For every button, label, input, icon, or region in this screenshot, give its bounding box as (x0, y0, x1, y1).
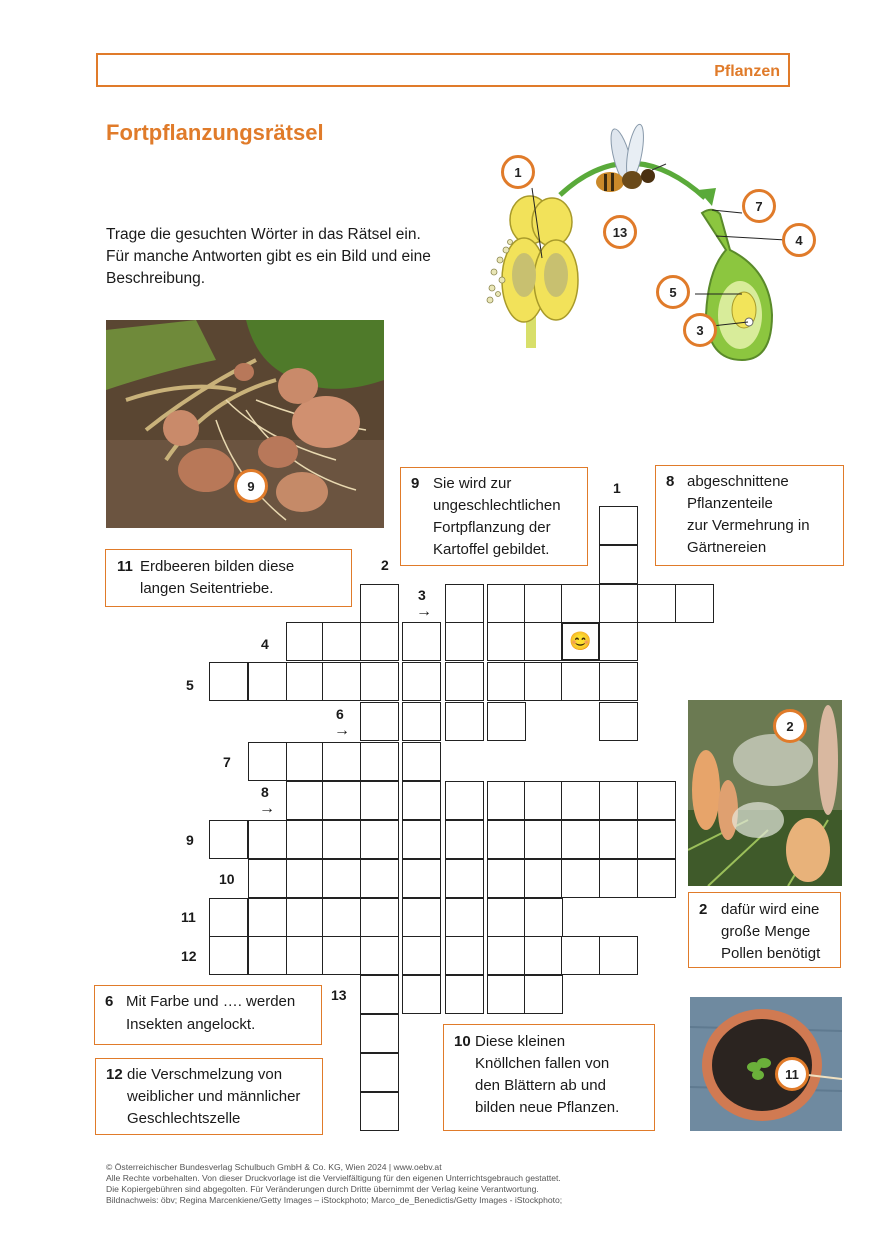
clue-line: ungeschlechtlichen (433, 497, 561, 514)
clue-number: 12 (106, 1066, 123, 1083)
clue-box-9 (400, 467, 588, 566)
crossword-arrow-6: → (334, 722, 350, 739)
footer-line: Die Kopiergebühren sind abgegolten. Für Veränderungen durch Dritte übernimmt der Verlag keine Verantwortung. (106, 1184, 539, 1194)
clue-number: 9 (411, 475, 420, 492)
crossword-cell[interactable] (360, 1092, 399, 1131)
crossword-cell[interactable] (209, 898, 248, 937)
crossword-cell[interactable] (445, 781, 484, 820)
diagram-label-7: 7 (742, 189, 776, 223)
crossword-cell[interactable] (402, 662, 441, 701)
crossword-cell[interactable] (561, 859, 600, 898)
crossword-number-12: 12 (181, 948, 197, 964)
crossword-cell[interactable] (599, 936, 638, 975)
crossword-cell[interactable] (524, 936, 563, 975)
crossword-cell[interactable] (524, 781, 563, 820)
crossword-cell[interactable] (487, 662, 526, 701)
crossword-cell[interactable] (599, 584, 638, 623)
crossword-cell[interactable] (445, 584, 484, 623)
clue-line: die Verschmelzung von (127, 1066, 283, 1083)
crossword-cell[interactable] (524, 662, 563, 701)
diagram-label-5: 5 (656, 275, 690, 309)
crossword-cell[interactable] (402, 781, 441, 820)
strawberry-pot-image (690, 997, 842, 1131)
crossword-cell[interactable] (487, 975, 526, 1014)
crossword-number-11: 11 (181, 909, 196, 925)
crossword-cell[interactable] (599, 662, 638, 701)
clue-box-6 (94, 985, 322, 1045)
clue-line: Sie wird zur (433, 475, 512, 492)
crossword-cell[interactable] (599, 506, 638, 545)
crossword-cell[interactable] (360, 742, 399, 781)
crossword-cell[interactable] (445, 898, 484, 937)
page-title: Fortpflanzungsrätsel (106, 120, 324, 145)
crossword-cell[interactable] (322, 898, 361, 937)
crossword-cell[interactable] (322, 662, 361, 701)
clue-line: bilden neue Pflanzen. (475, 1099, 620, 1116)
clue-box-2 (688, 892, 841, 968)
crossword-cell[interactable] (524, 898, 563, 937)
footer-line: © Österreichischer Bundesverlag Schulbuch GmbH & Co. KG, Wien 2024 | www.oebv.at (106, 1162, 442, 1172)
clue-line: dafür wird eine (721, 901, 820, 918)
clue-line: Fortpflanzung der (433, 519, 551, 536)
crossword-number-5: 5 (186, 677, 194, 693)
crossword-cell[interactable] (360, 702, 399, 741)
crossword-cell[interactable] (487, 820, 526, 859)
crossword-cell[interactable] (248, 859, 287, 898)
crossword-cell[interactable] (248, 898, 287, 937)
footer-copyright (106, 1162, 562, 1206)
crossword-cell[interactable] (248, 742, 287, 781)
diagram-label-1: 1 (501, 155, 535, 189)
crossword-cell[interactable] (599, 622, 638, 661)
intro-line: Beschreibung. (106, 270, 206, 287)
crossword-cell[interactable] (248, 662, 287, 701)
clue-number: 11 (117, 558, 133, 575)
crossword-cell[interactable] (322, 820, 361, 859)
crossword-cell[interactable] (445, 702, 484, 741)
crossword-number-8: 8 (261, 784, 269, 800)
header-bar (96, 53, 790, 87)
clue-line: große Menge (721, 923, 811, 940)
clue-box-8 (655, 465, 844, 566)
crossword-cell[interactable] (561, 936, 600, 975)
clue-box-12 (95, 1058, 323, 1135)
crossword-cell[interactable] (445, 820, 484, 859)
crossword-cell[interactable] (487, 584, 526, 623)
crossword-cell[interactable] (209, 662, 248, 701)
crossword-cell-smiley[interactable] (561, 622, 600, 661)
clue-line: Pflanzenteile (687, 495, 773, 512)
crossword-cell[interactable] (487, 898, 526, 937)
diagram-label-3: 3 (683, 313, 717, 347)
clue-line: Gärtnereien (687, 539, 767, 556)
crossword-cell[interactable] (402, 622, 441, 661)
crossword-cell[interactable] (286, 859, 325, 898)
potato-photo-badge: 9 (234, 469, 268, 503)
clue-line: zur Vermehrung in (687, 517, 810, 534)
crossword-arrow-3: → (416, 603, 432, 620)
crossword-cell[interactable] (360, 1053, 399, 1092)
clue-number: 6 (105, 993, 114, 1010)
crossword-cell[interactable] (322, 781, 361, 820)
pine-photo-badge: 2 (773, 709, 807, 743)
clue-line: langen Seitentriebe. (140, 580, 274, 597)
crossword-cell[interactable] (248, 936, 287, 975)
crossword-cell[interactable] (286, 742, 325, 781)
crossword-cell[interactable] (402, 859, 441, 898)
crossword-cell[interactable] (286, 662, 325, 701)
intro-line: Für manche Antworten gibt es ein Bild und eine (106, 248, 431, 265)
potato-photo (106, 320, 384, 528)
diagram-label-4: 4 (782, 223, 816, 257)
crossword-cell[interactable] (360, 781, 399, 820)
intro-line: Trage die gesuchten Wörter in das Rätsel ein. (106, 226, 421, 243)
crossword-cell[interactable] (445, 936, 484, 975)
crossword-cell[interactable] (599, 820, 638, 859)
intro-text (106, 224, 466, 290)
pot-photo-badge: 11 (775, 1057, 809, 1091)
crossword-cell[interactable] (209, 936, 248, 975)
crossword-cell[interactable] (360, 584, 399, 623)
pollination-diagram (480, 110, 830, 370)
clue-box-11 (105, 549, 352, 607)
crossword-number-13: 13 (331, 987, 347, 1003)
clue-line: abgeschnittene (687, 473, 789, 490)
crossword-cell[interactable] (286, 622, 325, 661)
crossword-cell[interactable] (360, 1014, 399, 1053)
crossword-cell[interactable] (445, 975, 484, 1014)
crossword-number-6: 6 (336, 706, 344, 722)
crossword-cell[interactable] (487, 702, 526, 741)
crossword-cell[interactable] (402, 936, 441, 975)
crossword-cell[interactable] (402, 742, 441, 781)
crossword-cell[interactable] (360, 936, 399, 975)
smiley-icon: 😊 (569, 631, 592, 651)
crossword-cell[interactable] (286, 898, 325, 937)
clue-box-10 (443, 1024, 655, 1131)
clue-line: den Blättern ab und (475, 1077, 606, 1094)
crossword-cell[interactable] (561, 584, 600, 623)
crossword-cell[interactable] (524, 975, 563, 1014)
crossword-cell[interactable] (599, 545, 638, 584)
crossword-cell[interactable] (445, 859, 484, 898)
crossword-cell[interactable] (360, 622, 399, 661)
clue-line: Diese kleinen (475, 1033, 566, 1050)
crossword-number-1: 1 (613, 480, 621, 496)
crossword-cell[interactable] (487, 622, 526, 661)
footer-line: Bildnachweis: öbv; Regina Marcenkiene/Getty Images – iStockphoto; Marco_de_Benedictis/Getty Images - iStockphoto; (106, 1195, 563, 1205)
pot-photo (690, 997, 842, 1131)
crossword-cell[interactable] (599, 702, 638, 741)
crossword-cell[interactable] (360, 859, 399, 898)
crossword-cell[interactable] (599, 859, 638, 898)
crossword-number-2: 2 (381, 557, 389, 573)
crossword-cell[interactable] (402, 702, 441, 741)
crossword-cell[interactable] (524, 622, 563, 661)
footer-line: Alle Rechte vorbehalten. Von dieser Druckvorlage ist die Vervielfältigung für den eigenen Unterrichtsgebrauch gestattet. (106, 1173, 561, 1183)
crossword-cell[interactable] (209, 820, 248, 859)
crossword-cell[interactable] (524, 584, 563, 623)
clue-number: 8 (666, 473, 675, 490)
clue-line: Kartoffel gebildet. (433, 541, 550, 558)
clue-line: Knöllchen fallen von (475, 1055, 610, 1072)
clue-number: 2 (699, 901, 708, 918)
crossword-cell[interactable] (524, 859, 563, 898)
clue-line: Erdbeeren bilden diese (140, 558, 295, 575)
clue-line: Insekten angelockt. (126, 1016, 256, 1033)
clue-line: Mit Farbe und …. werden (126, 993, 296, 1010)
crossword-cell[interactable] (248, 820, 287, 859)
clue-number: 10 (454, 1033, 471, 1050)
pine-photo (688, 700, 842, 886)
crossword-cell[interactable] (637, 820, 676, 859)
crossword-cell[interactable] (286, 781, 325, 820)
crossword-cell[interactable] (360, 820, 399, 859)
crossword-cell[interactable] (360, 898, 399, 937)
crossword-cell[interactable] (360, 662, 399, 701)
header-label: Pflanzen (714, 63, 780, 80)
crossword-cell[interactable] (445, 622, 484, 661)
crossword-cell[interactable] (561, 820, 600, 859)
clue-line: weiblicher und männlicher (127, 1088, 301, 1105)
crossword-cell[interactable] (675, 584, 714, 623)
crossword-cell[interactable] (637, 859, 676, 898)
crossword-cell[interactable] (487, 781, 526, 820)
crossword-cell[interactable] (402, 975, 441, 1014)
crossword-cell[interactable] (561, 781, 600, 820)
crossword-cell[interactable] (524, 820, 563, 859)
crossword-cell[interactable] (487, 936, 526, 975)
crossword-cell[interactable] (322, 936, 361, 975)
crossword-cell[interactable] (322, 622, 361, 661)
crossword-number-7: 7 (223, 754, 231, 770)
diagram-label-13: 13 (603, 215, 637, 249)
crossword-number-10: 10 (219, 871, 235, 887)
crossword-cell[interactable] (286, 820, 325, 859)
pollination-illustration (480, 110, 830, 370)
crossword-number-4: 4 (261, 636, 269, 652)
crossword-cell[interactable] (402, 898, 441, 937)
crossword-cell[interactable] (286, 936, 325, 975)
crossword-number-9: 9 (186, 832, 194, 848)
crossword-cell[interactable] (637, 584, 676, 623)
crossword-cell[interactable] (637, 781, 676, 820)
pine-pollen-image (688, 700, 842, 886)
crossword-cell[interactable] (445, 662, 484, 701)
crossword-arrow-8: → (259, 800, 275, 817)
crossword-cell[interactable] (561, 662, 600, 701)
crossword-cell[interactable] (402, 820, 441, 859)
clue-line: Geschlechtszelle (127, 1110, 241, 1127)
crossword-cell[interactable] (599, 781, 638, 820)
crossword-cell[interactable] (360, 975, 399, 1014)
crossword-cell[interactable] (322, 742, 361, 781)
crossword-number-3: 3 (418, 587, 426, 603)
clue-line: Pollen benötigt (721, 945, 821, 962)
crossword-cell[interactable] (487, 859, 526, 898)
crossword-cell[interactable] (322, 859, 361, 898)
